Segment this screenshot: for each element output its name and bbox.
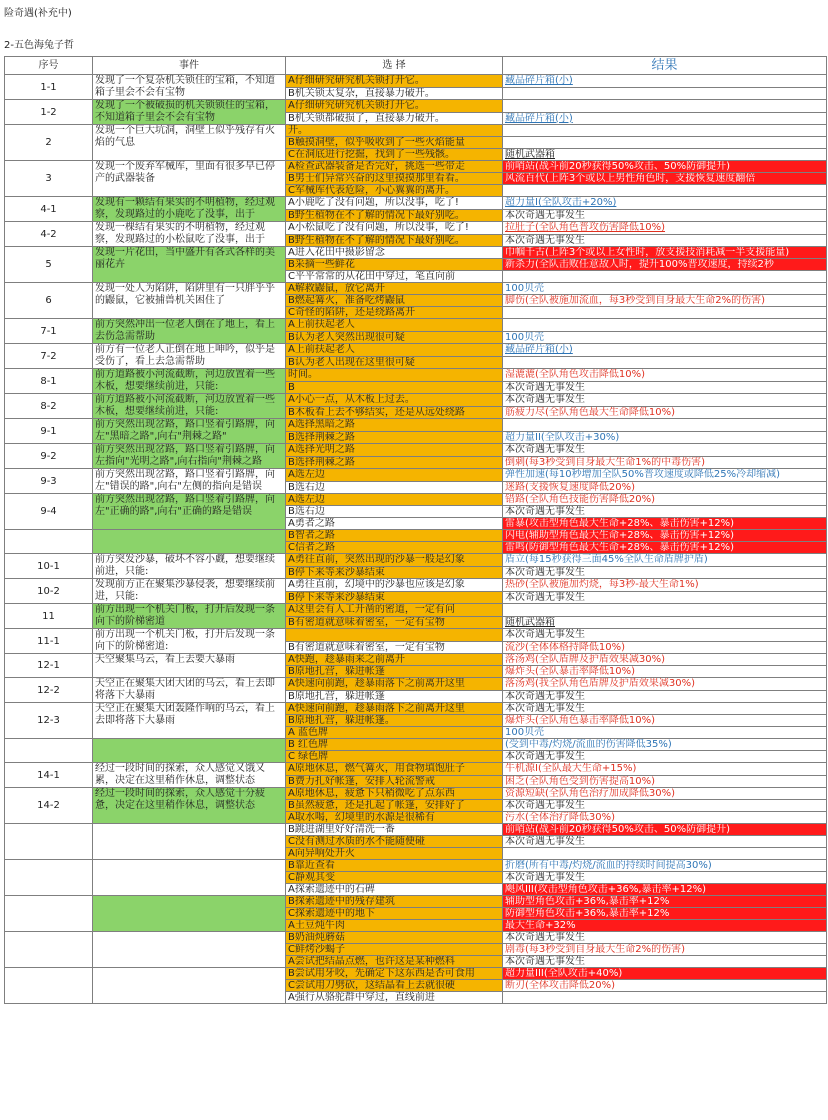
cell-choice: B选右边 xyxy=(286,481,503,494)
cell-choice: A选择黑暗之路 xyxy=(286,419,503,432)
cell-event: 天空正在聚集大团大团的乌云，看上去即将落下大暴雨 xyxy=(93,678,286,703)
cell-choice: B认为老人出现在这里很可疑 xyxy=(286,356,503,369)
header-row xyxy=(5,57,827,75)
cell-result: 本次奇遇无事发生 xyxy=(503,956,827,968)
cell-choice: B原地扎营，躲进帐篷 xyxy=(286,666,503,678)
cell-result: 风流百代(上阵3个或以上男性角色时，支援恢复速度翻倍 xyxy=(503,173,827,185)
cell-result xyxy=(503,87,827,100)
cell-result: 本次奇遇无事发生 xyxy=(503,872,827,884)
cell-result: 雷暴(攻击型角色最大生命+28%、暴击伤害+12%) xyxy=(503,518,827,530)
table-row xyxy=(5,283,827,295)
cell-choice: B停下来等来沙暴结束 xyxy=(286,566,503,579)
cell-event xyxy=(93,932,286,968)
sheet-title: 险奇遇(补充中) xyxy=(4,8,72,19)
cell-no xyxy=(5,896,93,932)
cell-choice: B燃起篝火，准备吃烤鼹鼠 xyxy=(286,295,503,307)
cell-choice: B费力扎好帐篷，安排人轮流警戒 xyxy=(286,775,503,788)
cell-no: 14-2 xyxy=(5,788,93,824)
cell-result xyxy=(503,992,827,1004)
cell-result: 本次奇遇无事发生 xyxy=(503,506,827,518)
cell-choice: C 绿色牌 xyxy=(286,751,503,763)
cell-result: 本次奇遇无事发生 xyxy=(503,703,827,715)
cell-result: 本次奇遇无事发生 xyxy=(503,836,827,848)
table-row xyxy=(5,703,827,715)
cell-choice: B原地扎营，躲进帐篷 xyxy=(286,690,503,703)
cell-event: 前方有一位老人正倒在地上呻吟，似乎是受伤了，看上去急需帮助 xyxy=(93,344,286,369)
cell-event: 天空聚集乌云，看上去要大暴雨 xyxy=(93,654,286,678)
cell-choice: A取水喝，幻境里的水源是很稀有 xyxy=(286,812,503,824)
cell-event: 经过一段时间的探索，众人感觉十分疲惫，决定在这里稍作休息，调整状态 xyxy=(93,788,286,824)
table-row xyxy=(5,739,827,751)
table-row xyxy=(5,932,827,944)
cell-result: 本次奇遇无事发生 xyxy=(503,751,827,763)
cell-choice: A原地休息，燃气篝火，用食物填饱肚子 xyxy=(286,763,503,776)
table-row xyxy=(5,197,827,210)
cell-result: 污水(全体治疗降低30%) xyxy=(503,812,827,824)
cell-result: 超力量I(全队攻击+20%) xyxy=(503,197,827,210)
cell-no xyxy=(5,860,93,896)
cell-result: 本次奇遇无事发生 xyxy=(503,444,827,457)
cell-choice: C静观其变 xyxy=(286,872,503,884)
cell-event: 前方突然冲出一位老人倒在了地上，看上去伤急需帮助 xyxy=(93,319,286,344)
cell-choice: A选左边 xyxy=(286,494,503,506)
cell-result xyxy=(503,319,827,332)
cell-choice: A这里会有人工开凿的密道，一定有问 xyxy=(286,604,503,617)
table-row xyxy=(5,788,827,800)
cell-result: 本次奇遇无事发生 xyxy=(503,800,827,812)
cell-result: 前哨站(战斗前20秒获得50%攻击、50%防御提升) xyxy=(503,824,827,836)
cell-no xyxy=(5,968,93,1004)
cell-result: 100贝壳 xyxy=(503,727,827,739)
cell-result xyxy=(503,356,827,369)
cell-no: 12-2 xyxy=(5,678,93,703)
cell-no: 9-1 xyxy=(5,419,93,444)
cell-result: 热砂(全队被施加灼烧，每3秒-最大生命1%) xyxy=(503,579,827,592)
cell-choice: B野生植物在不了解的情况下最好别吃。 xyxy=(286,234,503,247)
cell-result: 本次奇遇无事发生 xyxy=(503,591,827,604)
cell-result: 牛机源I(全队最大生命+15%) xyxy=(503,763,827,776)
cell-result: 折磨(所有中毒/灼烧/流血的持续时间提高30%) xyxy=(503,860,827,872)
cell-result: 藏品碎片箱(小) xyxy=(503,112,827,125)
cell-choice: A解救鼹鼠，放它离开 xyxy=(286,283,503,295)
cell-choice: B靠近查看 xyxy=(286,860,503,872)
table-row xyxy=(5,654,827,666)
cell-choice: B机关锁太复杂，直接暴力破开。 xyxy=(286,87,503,100)
cell-event: 前方道路被小河流截断，河边放置着一些木板，想要继续前进，只能: xyxy=(93,369,286,394)
cell-event: 前方道路被小河流截断，河边放置着一些木板，想要继续前进，只能: xyxy=(93,394,286,419)
cell-result: 新杀力(全队击败任意敌人时，提升100%普攻速度，持续2秒 xyxy=(503,259,827,271)
cell-choice: C军械库代表危险，小心翼翼的离开。 xyxy=(286,185,503,197)
cell-choice: A检查武器装备是否完好，挑选一些带走 xyxy=(286,161,503,173)
cell-no xyxy=(5,932,93,968)
cell-result xyxy=(503,185,827,197)
cell-result: 流沙(全体体格持降低10%) xyxy=(503,641,827,654)
cell-no: 14-1 xyxy=(5,763,93,788)
cell-result xyxy=(503,271,827,283)
cell-result: 前哨站(战斗前20秒获得50%攻击、50%防御提升) xyxy=(503,161,827,173)
cell-result: 拉肚子(全队角色普攻伤害降低10%) xyxy=(503,222,827,235)
cell-result: 资源短缺(全队角色治疗加成降低30%) xyxy=(503,788,827,800)
cell-choice: B探索遗迹中的残存建筑 xyxy=(286,896,503,908)
header-no: 序号 xyxy=(5,57,93,75)
cell-no: 10-2 xyxy=(5,579,93,604)
cell-no: 8-2 xyxy=(5,394,93,419)
cell-event xyxy=(93,860,286,896)
cell-result: 剧毒(每3秒受到自身最大生命2%的伤害) xyxy=(503,944,827,956)
cell-result: 本次奇遇无事发生 xyxy=(503,629,827,642)
adventure-table xyxy=(4,56,827,1004)
cell-no: 9-3 xyxy=(5,469,93,494)
cell-choice: B触摸洞壁，似乎吸收到了一些火焰能量 xyxy=(286,137,503,149)
cell-event: 发现一片花田，当中盛开有各式各样的美丽花卉 xyxy=(93,247,286,283)
cell-choice: A快速向前跑，趁暴雨落下之前离开这里 xyxy=(286,703,503,715)
cell-choice: A勇者之路 xyxy=(286,518,503,530)
cell-choice xyxy=(286,629,503,642)
cell-no: 9-4 xyxy=(5,494,93,530)
cell-no: 11 xyxy=(5,604,93,629)
cell-no: 1-2 xyxy=(5,100,93,125)
cell-result: 断刃(全体攻击降低20%) xyxy=(503,980,827,992)
cell-choice: 开。 xyxy=(286,125,503,137)
table-row xyxy=(5,161,827,173)
cell-result: 本次奇遇无事发生 xyxy=(503,690,827,703)
cell-no xyxy=(5,824,93,860)
cell-choice: B停下来等来沙暴结束 xyxy=(286,591,503,604)
cell-choice: B木板看上去不够结实，还是从远处绕路 xyxy=(286,406,503,419)
table-row xyxy=(5,469,827,482)
cell-choice: C尝试用刀劈砍，这结晶看上去就很硬 xyxy=(286,980,503,992)
cell-result xyxy=(503,100,827,113)
cell-choice: C信者之路 xyxy=(286,542,503,554)
cell-no: 11-1 xyxy=(5,629,93,654)
cell-result xyxy=(503,419,827,432)
table-row xyxy=(5,394,827,407)
cell-event: 发现有一颗结有果实的不明植物，经过观察，发现路过的小鹿吃了没事，出于 xyxy=(93,197,286,222)
cell-event: 发现一个巨大坑洞，洞壁上似乎残存有火焰的气息 xyxy=(93,125,286,161)
cell-no: 6 xyxy=(5,283,93,319)
cell-result: 盾立(每15秒获得三面45%全队生命盾牌护盾) xyxy=(503,554,827,567)
cell-choice: C在洞底进行挖掘，找到了一些残骸。 xyxy=(286,149,503,161)
cell-event xyxy=(93,824,286,860)
cell-choice: C没有测过水质的水不能随便碰 xyxy=(286,836,503,848)
cell-result: 雷鸣(防御型角色最大生命+28%、暴击伤害+12%) xyxy=(503,542,827,554)
table-row xyxy=(5,629,827,642)
cell-event xyxy=(93,968,286,1004)
cell-event: 前方出现一个机关门板，打开后发现一条向下的阶梯密道 xyxy=(93,604,286,629)
cell-event: 前方出现一个机关门板，打开后发现一条向下的阶梯密道: xyxy=(93,629,286,654)
cell-event: 前方突然出现岔路，路口竖着引路牌，向左"错误的路",向右"左侧的指向是错误 xyxy=(93,469,286,494)
table-row xyxy=(5,369,827,382)
cell-no xyxy=(5,739,93,763)
table-row xyxy=(5,530,827,542)
table-row xyxy=(5,419,827,432)
cell-no: 9-2 xyxy=(5,444,93,469)
cell-result: 本次奇遇无事发生 xyxy=(503,566,827,579)
cell-choice: A 蓝色牌 xyxy=(286,727,503,739)
cell-result xyxy=(503,604,827,617)
table-row xyxy=(5,824,827,836)
cell-result xyxy=(503,307,827,319)
cell-choice: A快跑，趁暴雨来之前离开 xyxy=(286,654,503,666)
cell-result: 迷路(支援恢复速度降低20%) xyxy=(503,481,827,494)
cell-no: 8-1 xyxy=(5,369,93,394)
cell-result: 脚伤(全队被施加流血，每3秒受到自身最大生命2%的伤害) xyxy=(503,295,827,307)
cell-choice: B有密道就意味着密室，一定有宝物 xyxy=(286,641,503,654)
cell-event: 发现一处人为陷阱，陷阱里有一只胖乎乎的鼹鼠，它被捕兽机关困住了 xyxy=(93,283,286,319)
cell-result: 本次奇遇无事发生 xyxy=(503,394,827,407)
cell-no: 2 xyxy=(5,125,93,161)
table-row xyxy=(5,344,827,357)
cell-result xyxy=(503,137,827,149)
cell-choice: A探索遗迹中的石碑 xyxy=(286,884,503,896)
cell-choice: B原地扎营，躲进帐篷。 xyxy=(286,715,503,727)
section-title: 2-五色海兔子哲 xyxy=(4,40,74,51)
cell-no: 12-1 xyxy=(5,654,93,678)
cell-result: 超力量III(全队攻击+40%) xyxy=(503,968,827,980)
table-row xyxy=(5,444,827,457)
table-row xyxy=(5,896,827,908)
cell-choice: B xyxy=(286,381,503,394)
cell-event: 经过一段时间的探索，众人感觉又饿又累，决定在这里稍作休息，调整状态 xyxy=(93,763,286,788)
table-row xyxy=(5,554,827,567)
cell-event: 前方突然出现岔路，路口竖着引路牌，向左"黑暗之路",向右"荆棘之路" xyxy=(93,419,286,444)
cell-result: 筋疲力尽(全队角色最大生命降低10%) xyxy=(503,406,827,419)
cell-no: 4-2 xyxy=(5,222,93,247)
table-row xyxy=(5,494,827,506)
cell-event: 前方突然出现岔路，路口竖着引路牌，向左指向"光明之路",向右指向"荆棘之路 xyxy=(93,444,286,469)
cell-result: 防御型角色攻击+36%,暴击率+12% xyxy=(503,908,827,920)
table-row xyxy=(5,319,827,332)
cell-event: 发现一棵结有果实的不明植物，经过观察，发现路过的小松鼠吃了没事，出于 xyxy=(93,222,286,247)
cell-choice: B 红色牌 xyxy=(286,739,503,751)
table-row xyxy=(5,968,827,980)
cell-event xyxy=(93,896,286,932)
cell-result: (受到中毒/灼烧/流血的伤害降低35%) xyxy=(503,739,827,751)
cell-result xyxy=(503,848,827,860)
cell-result: 本次奇遇无事发生 xyxy=(503,932,827,944)
cell-result: 落汤鸡(我全队角色盾牌及护盾效果减30%) xyxy=(503,678,827,691)
cell-choice: B有密道就意味着密室，一定有宝物 xyxy=(286,616,503,629)
cell-event: 发现一个废弃军械库，里面有很多早已停产的武器装备 xyxy=(93,161,286,197)
cell-result: 超力量II(全队攻击+30%) xyxy=(503,431,827,444)
cell-result: 落汤鸡(全队盾牌及护盾效果减30%) xyxy=(503,654,827,666)
cell-result: 100贝壳 xyxy=(503,331,827,344)
cell-event: 前方突发沙暴，破坏不容小觑，想要继续前进，只能: xyxy=(93,554,286,579)
cell-choice: B奶油炖蘑菇 xyxy=(286,932,503,944)
cell-choice: A小心一点，从木板上过去。 xyxy=(286,394,503,407)
table-body xyxy=(5,75,827,1004)
cell-choice: A勇往直前，幻境中的沙暴也应该是幻象 xyxy=(286,579,503,592)
header-result: 结果 xyxy=(503,57,827,75)
cell-choice: A向异响处开火 xyxy=(286,848,503,860)
header-choice: 选 择 xyxy=(286,57,503,75)
cell-result: 巾帼千古(上阵3个或以上女性时，放支援技消耗减一半支援能量) xyxy=(503,247,827,259)
cell-result: 本次奇遇无事发生 xyxy=(503,381,827,394)
cell-no: 12-3 xyxy=(5,703,93,739)
cell-result: 倒刺(每3秒受到自身最大生命1%的中毒伤害) xyxy=(503,456,827,469)
table-row xyxy=(5,125,827,137)
cell-choice: B男士们异常兴奋的这里摸摸那里看看。 xyxy=(286,173,503,185)
table-row xyxy=(5,222,827,235)
cell-choice: B虽然疲惫，还是扎起了帐篷，安排好了 xyxy=(286,800,503,812)
table-row xyxy=(5,75,827,88)
cell-choice: A土豆炖牛肉 xyxy=(286,920,503,932)
cell-choice: B跳进湖里好好清洗一番 xyxy=(286,824,503,836)
cell-no: 7-2 xyxy=(5,344,93,369)
cell-result: 辅助型角色攻击+36%,暴击率+12% xyxy=(503,896,827,908)
cell-result: 困乏(全队角色受到伤害提高10%) xyxy=(503,775,827,788)
cell-result: 随机武器箱 xyxy=(503,149,827,161)
cell-result: 爆炸头(全队角色暴击率降低10%) xyxy=(503,715,827,727)
cell-choice: A仔细研究研究机关锁打开它。 xyxy=(286,100,503,113)
cell-no xyxy=(5,530,93,554)
cell-choice: B采摘一些鲜花 xyxy=(286,259,503,271)
cell-no: 10-1 xyxy=(5,554,93,579)
cell-no: 3 xyxy=(5,161,93,197)
cell-choice: A强行从骆驼群中穿过，直线前进 xyxy=(286,992,503,1004)
cell-result: 闪电(辅助型角色最大生命+28%、暴击伤害+12%) xyxy=(503,530,827,542)
cell-choice: B尝试用牙咬，先确定下这东西是否可食用 xyxy=(286,968,503,980)
cell-choice: A上前扶起老人 xyxy=(286,344,503,357)
cell-result: 随机武器箱 xyxy=(503,616,827,629)
cell-result: 最大生命+32% xyxy=(503,920,827,932)
cell-choice: C探索遗迹中的地下 xyxy=(286,908,503,920)
cell-choice: A仔细研究研究机关锁打开它。 xyxy=(286,75,503,88)
cell-event: 发现了一个被破损的机关锁锁住的宝箱，不知道箱子里会不会有宝物 xyxy=(93,100,286,125)
table-row xyxy=(5,100,827,113)
cell-result: 本次奇遇无事发生 xyxy=(503,234,827,247)
cell-event: 发现前方正在聚集沙暴侵袭，想要继续前进，只能: xyxy=(93,579,286,604)
cell-result: 本次奇遇无事发生 xyxy=(503,209,827,222)
cell-choice: A勇往直前，突然出现的沙暴一般是幻象 xyxy=(286,554,503,567)
cell-choice: B选择荆棘之路 xyxy=(286,431,503,444)
table-row xyxy=(5,763,827,776)
cell-choice: A选左边 xyxy=(286,469,503,482)
cell-result: 弹性加速(每10秒增加全队50%普攻速度或降低25%冷却缩减) xyxy=(503,469,827,482)
cell-result: 湿漉漉(全队角色攻击降低10%) xyxy=(503,369,827,382)
cell-choice: B选择荆棘之路 xyxy=(286,456,503,469)
cell-choice: A快速向前跑，趁暴雨落下之前离开这里 xyxy=(286,678,503,691)
cell-event xyxy=(93,530,286,554)
cell-event xyxy=(93,739,286,763)
table-row xyxy=(5,247,827,259)
cell-choice: A进入花田中摄影留念 xyxy=(286,247,503,259)
cell-choice: B认为老人突然出现很可疑 xyxy=(286,331,503,344)
table-row xyxy=(5,860,827,872)
cell-choice: C平平常常的从花田中穿过，笔直向前 xyxy=(286,271,503,283)
cell-choice: B野生植物在不了解的情况下最好别吃。 xyxy=(286,209,503,222)
cell-choice: 时间。 xyxy=(286,369,503,382)
cell-choice: A选择光明之路 xyxy=(286,444,503,457)
cell-result: 藏品碎片箱(小) xyxy=(503,344,827,357)
cell-event: 天空正在聚集大团轰隆作响的乌云，看上去即将落下大暴雨 xyxy=(93,703,286,739)
cell-event: 前方突然出现岔路，路口竖着引路牌，向左"正确的路",向右"正确的路是错误 xyxy=(93,494,286,530)
cell-choice: C鲜烤沙蝎子 xyxy=(286,944,503,956)
cell-result xyxy=(503,125,827,137)
cell-result: 藏品碎片箱(小) xyxy=(503,75,827,88)
cell-result: 错路(全队角色技能伤害降低20%) xyxy=(503,494,827,506)
cell-no: 1-1 xyxy=(5,75,93,100)
cell-choice: B机关锁都破损了，直接暴力破开。 xyxy=(286,112,503,125)
cell-result: 爆炸头(全队暴击率降低10%) xyxy=(503,666,827,678)
cell-choice: C奇怪的陷阱，还是绕路离开 xyxy=(286,307,503,319)
cell-choice: A小鹿吃了没有问题，所以没事，吃了! xyxy=(286,197,503,210)
cell-no: 4-1 xyxy=(5,197,93,222)
header-event: 事件 xyxy=(93,57,286,75)
cell-choice: A上前扶起老人 xyxy=(286,319,503,332)
table-row xyxy=(5,604,827,617)
table-row xyxy=(5,678,827,691)
cell-result: 飓风III(攻击型角色攻击+36%,暴击率+12%) xyxy=(503,884,827,896)
cell-no: 7-1 xyxy=(5,319,93,344)
cell-no: 5 xyxy=(5,247,93,283)
cell-event: 发现了一个复杂机关锁住的宝箱，不知道箱子里会不会有宝物 xyxy=(93,75,286,100)
cell-choice: A尝试把结晶点燃，也许这是某种燃料 xyxy=(286,956,503,968)
cell-choice: A小松鼠吃了没有问题，所以没事，吃了! xyxy=(286,222,503,235)
cell-result: 100贝壳 xyxy=(503,283,827,295)
cell-choice: B选右边 xyxy=(286,506,503,518)
cell-choice: B智者之路 xyxy=(286,530,503,542)
table-row xyxy=(5,579,827,592)
cell-choice: A原地休息，疲惫下只稍微吃了点东西 xyxy=(286,788,503,800)
